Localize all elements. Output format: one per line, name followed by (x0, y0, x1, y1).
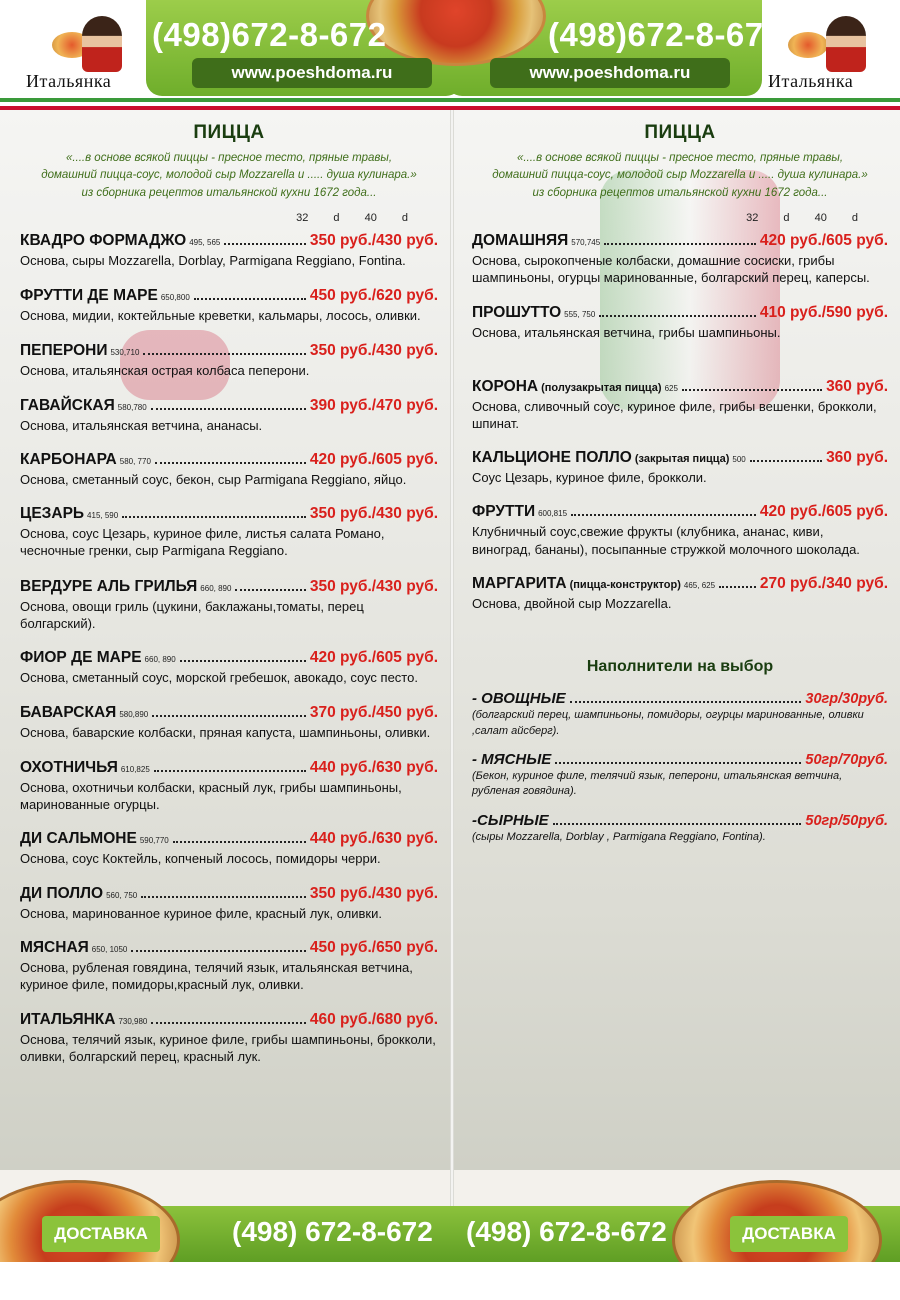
menu-item-header (20, 397, 438, 415)
menu-item-subtitle: (пицца-конструктор) (569, 579, 681, 591)
menu-item (20, 505, 438, 560)
filler-name: - ОВОЩНЫЕ (472, 690, 566, 708)
menu-item-header (20, 287, 438, 305)
menu-item-name: ПРОШУТТО (472, 304, 562, 322)
quote (472, 150, 888, 202)
dot-leader (235, 589, 305, 591)
quote (20, 150, 438, 202)
menu-item (20, 287, 438, 324)
menu-item-price: 420 руб./605 руб. (759, 503, 888, 521)
filler-header (472, 751, 888, 768)
menu-item-description: Основа, сливочный соус, куриное филе, грибы вешенки, брокколи, шпинат. (472, 398, 877, 431)
menu-item-price: 420 руб./605 руб. (759, 231, 888, 249)
filler-description: (болгарский перец, шампиньоны, помидоры, огурцы маринованные, оливки ,салат айсберг). (472, 709, 864, 737)
menu-item-header (20, 939, 438, 957)
brand-logo-right (766, 16, 894, 96)
menu-item-price: 390 руб./470 руб. (309, 396, 438, 414)
left-menu-column (20, 118, 438, 1065)
quote-line: «....в основе всякой пиццы - пресное тесто, пряные травы, (516, 152, 844, 164)
menu-item-weight: 580,780 (117, 402, 147, 412)
menu-item-description: Основа, сырокопченые колбаски, домашние сосиски, грибы шампиньоны, огурцы маринованные, болгарский перец, каперсы. (472, 252, 870, 286)
menu-item-header (472, 378, 888, 396)
quote-line: из сборника рецептов итальянской кухни 1672 года... (532, 186, 828, 199)
menu-item-description: Основа, сыры Mozzarella, Dorblay, Parmigana Reggiano, Fontina. (20, 252, 406, 268)
menu-item-price: 270 руб./340 руб. (759, 575, 888, 592)
menu-item-price: 360 руб. (826, 377, 888, 395)
menu-item (20, 830, 438, 867)
menu-item-price: 350 руб./430 руб. (309, 342, 438, 360)
menu-item-description: Основа, итальянская ветчина, грибы шампиньоны. (472, 325, 781, 341)
menu-item (472, 378, 888, 433)
menu-item-description: Основа, сметанный соус, бекон, сыр Parmigana Reggiano, яйцо. (20, 471, 407, 487)
menu-item-name: ЦЕЗАРЬ (20, 505, 85, 523)
dot-leader (750, 460, 822, 462)
dot-leader (131, 950, 305, 952)
menu-item (20, 397, 438, 434)
menu-item-price: 420 руб./605 руб. (309, 450, 438, 468)
footer-phone-left[interactable]: (498) 672-8-672 (232, 1216, 433, 1247)
menu-item-weight: 650, 1050 (91, 944, 128, 954)
menu-item-header (20, 505, 438, 523)
menu-item-header (20, 232, 438, 250)
menu-item-price: 460 руб./680 руб. (309, 1010, 438, 1028)
menu-item (472, 304, 888, 341)
menu-item-description: Основа, итальянская ветчина, ананасы. (20, 417, 263, 433)
menu-item (20, 649, 438, 686)
size-labels: 32 d 40 d (746, 211, 858, 224)
menu-item (20, 759, 438, 814)
chef-figure-icon (826, 16, 866, 72)
menu-item-price: 350 руб./430 руб. (309, 231, 438, 249)
menu-item-header (472, 304, 888, 322)
menu-item (20, 704, 438, 741)
fillers-title: Наполнители на выбор (586, 658, 774, 676)
dot-leader (194, 298, 306, 300)
menu-item-price: 350 руб./430 руб. (309, 577, 438, 595)
menu-item (472, 575, 888, 612)
menu-item-description: Основа, мидии, коктейльные креветки, кальмары, лосось, оливки. (20, 308, 421, 324)
menu-item-description: Основа, телячий язык, куриное филе, грибы шампиньоны, брокколи, оливки, болгарский перец, красный лук. (20, 1031, 436, 1064)
dot-leader (143, 353, 305, 355)
dot-leader (719, 586, 756, 588)
menu-item-weight: 415, 590 (87, 511, 119, 521)
menu-item (20, 578, 438, 633)
menu-item-weight: 650,800 (160, 293, 190, 303)
menu-item-price: 350 руб./430 руб. (309, 505, 438, 523)
menu-item-weight: 580,890 (119, 709, 149, 719)
menu-item (472, 503, 888, 558)
menu-item-price: 420 руб./605 руб. (309, 649, 438, 667)
menu-item-weight: 555, 750 (564, 310, 596, 320)
menu-item-price: 370 руб./450 руб. (309, 703, 438, 721)
menu-item-name: ПЕПЕРОНИ (20, 342, 108, 360)
quote-line: «....в основе всякой пиццы - пресное тесто, пряные травы, (65, 152, 393, 164)
menu-item-price: 410 руб./590 руб. (759, 304, 888, 322)
menu-item-weight: 580, 770 (119, 456, 151, 466)
menu-item-header (472, 449, 888, 467)
menu-item-name: МЯСНАЯ (20, 938, 89, 956)
menu-item-header (472, 575, 888, 593)
quote-line: домашний пицца-соус, молодой сыр Mozzarella и ..... душа кулинара.» (41, 169, 417, 182)
delivery-badge-left: ДОСТАВКА (42, 1216, 160, 1252)
page-fold (450, 0, 454, 1300)
filler-name: - МЯСНЫЕ (472, 751, 552, 769)
menu-item-name: ДИ ПОЛЛО (20, 884, 104, 902)
menu-item-header (20, 342, 438, 360)
dot-leader (141, 896, 306, 898)
menu-item-name: ДИ САЛЬМОНЕ (20, 830, 137, 848)
menu-item-description: Соус Цезарь, куриное филе, брокколи. (472, 470, 707, 486)
header-url-left[interactable]: www.poeshdoma.ru (192, 58, 432, 88)
menu-item-weight: 530,710 (110, 348, 140, 358)
menu-item-header (472, 503, 888, 521)
footer-phone-right[interactable]: (498) 672-8-672 (466, 1216, 667, 1247)
menu-item (20, 1011, 438, 1066)
menu-item (20, 451, 438, 488)
header (0, 0, 900, 110)
dot-leader (570, 701, 802, 703)
filler-description: (сыры Mozzarella, Dorblay , Parmigana Reggiano, Fontina). (472, 830, 766, 843)
menu-item-header (20, 451, 438, 469)
filler-header (472, 812, 888, 829)
menu-item-name: КАРБОНАРА (20, 450, 117, 468)
menu-item-name: КАЛЬЦИОНЕ ПОЛЛО (472, 449, 632, 467)
right-menu-column (472, 118, 888, 845)
brand-name: Итальянка (768, 71, 854, 91)
delivery-badge-right: ДОСТАВКА (730, 1216, 848, 1252)
menu-item-description: Основа, охотничьи колбаски, красный лук, грибы шампиньоны, маринованные огурцы. (20, 779, 402, 813)
menu-item-price: 440 руб./630 руб. (309, 758, 438, 776)
menu-item-subtitle: (закрытая пицца) (634, 453, 730, 466)
menu-item-weight: 625 (664, 383, 678, 393)
menu-item-name: ФРУТТИ ДЕ МАРЕ (20, 287, 158, 305)
menu-item-header (20, 649, 438, 667)
dot-leader (155, 462, 306, 464)
header-phone-right[interactable]: (498)672-8-672 (548, 16, 783, 53)
dot-leader (553, 823, 802, 825)
menu-item-weight: 560, 750 (106, 890, 138, 900)
dot-leader (173, 841, 306, 843)
menu-item-weight: 570,745 (571, 237, 601, 247)
menu-item-name: ФРУТТИ (472, 503, 536, 521)
menu-item-header (20, 1011, 438, 1029)
filler-price: 30гр/30руб. (805, 691, 888, 708)
filler-name: -СЫРНЫЕ (472, 811, 549, 829)
brand-logo-left (18, 16, 146, 96)
menu-item-name: КОРОНА (472, 377, 539, 395)
menu-item-weight: 660, 890 (200, 583, 232, 593)
pizza-plate-icon (788, 32, 828, 58)
filler-item (472, 812, 888, 845)
tricolor-stripe (0, 98, 900, 110)
menu-item-weight: 660, 890 (144, 655, 176, 665)
menu-item-description: Клубничный соус,свежие фрукты (клубника, ананас, киви, виноград, бананы), посыпанные стружкой молочного шоколада. (472, 524, 860, 557)
filler-description: (Бекон, куриное филе, телячий язык, пеперони, итальянская ветчина, рубленая говядина). (472, 770, 843, 798)
menu-item-weight: 495, 565 (189, 237, 221, 247)
menu-item-price: 450 руб./620 руб. (309, 287, 438, 305)
dot-leader (599, 315, 756, 317)
dot-leader (151, 1022, 305, 1024)
menu-item-weight: 610,825 (120, 764, 150, 774)
menu-item-name: ДОМАШНЯЯ (472, 231, 569, 249)
menu-item (20, 885, 438, 922)
menu-item-subtitle: (полузакрытая пицца) (541, 381, 662, 394)
dot-leader (151, 408, 306, 410)
menu-item-name: МАРГАРИТА (472, 575, 567, 592)
menu-item-name: ГАВАЙСКАЯ (20, 396, 115, 414)
filler-item (472, 751, 888, 800)
chef-figure-icon (82, 16, 122, 72)
dot-leader (555, 762, 801, 764)
menu-item-header (20, 885, 438, 903)
menu-item-weight: 730,980 (118, 1016, 148, 1026)
menu-item-weight: 465, 625 (683, 581, 716, 590)
menu-item-description: Основа, соус Коктейль, копченый лосось, помидоры черри. (20, 851, 381, 867)
menu-item-name: БАВАРСКАЯ (20, 703, 117, 721)
dot-leader (224, 243, 305, 245)
section-title: ПИЦЦА (193, 122, 265, 143)
dot-leader (180, 660, 306, 662)
menu-item-header (20, 759, 438, 777)
menu-item-weight: 590,770 (139, 836, 169, 846)
menu-item-name: КВАДРО ФОРМАДЖО (20, 231, 187, 249)
bottom-margin (0, 1262, 900, 1300)
menu-item-price: 360 руб. (826, 449, 888, 467)
menu-item-description: Основа, рубленая говядина, телячий язык, итальянская ветчина, куриное филе, помидоры,красный лук, оливки. (20, 959, 413, 993)
menu-item-price: 450 руб./650 руб. (309, 938, 438, 956)
menu-item-weight: 500 (732, 455, 746, 465)
filler-price: 50гр/50руб. (805, 812, 888, 829)
quote-line: из сборника рецептов итальянской кухни 1672 года... (81, 186, 377, 199)
menu-item-description: Основа, овощи гриль (цукини, баклажаны,томаты, перец болгарский). (20, 598, 364, 631)
header-phone-left[interactable]: (498)672-8-672 (152, 16, 387, 53)
menu-item-description: Основа, баварские колбаски, пряная капуста, шампиньоны, оливки. (20, 724, 431, 740)
menu-item (20, 342, 438, 379)
filler-item (472, 690, 888, 739)
header-url-right[interactable]: www.poeshdoma.ru (490, 58, 730, 88)
size-labels: 32 d 40 d (296, 211, 408, 224)
menu-item (472, 449, 888, 486)
menu-item-name: ВЕРДУРЕ АЛЬ ГРИЛЬЯ (20, 577, 198, 595)
dot-leader (571, 514, 756, 516)
menu-item (20, 232, 438, 269)
menu-item-name: ИТАЛЬЯНКА (20, 1010, 116, 1028)
menu-item-header (20, 830, 438, 848)
menu-item-name: ФИОР ДЕ МАРЕ (20, 649, 142, 667)
menu-item-name: ОХОТНИЧЬЯ (20, 758, 118, 776)
dot-leader (682, 389, 822, 391)
dot-leader (604, 243, 756, 245)
menu-item-description: Основа, итальянская острая колбаса пеперони. (20, 363, 310, 379)
section-title: ПИЦЦА (644, 122, 716, 143)
quote-line: домашний пицца-соус, молодой сыр Mozzarella и ..... душа кулинара.» (492, 169, 868, 182)
footer (0, 1170, 900, 1300)
menu-item-price: 350 руб./430 руб. (309, 884, 438, 902)
filler-price: 50гр/70руб. (805, 752, 888, 769)
menu-item-weight: 600,815 (538, 509, 568, 519)
menu-item-header (20, 704, 438, 722)
menu-item-description: Основа, соус Цезарь, куриное филе, листья салата Романо, чесночные гренки, сыр Parmigana Reggiano. (20, 526, 385, 559)
menu-item-header (472, 232, 888, 250)
menu-item (472, 232, 888, 287)
menu-item-description: Основа, маринованное куриное филе, красный лук, оливки. (20, 905, 382, 921)
menu-item-description: Основа, сметанный соус, морской гребешок, авокадо, соус песто. (20, 670, 418, 686)
menu-item-header (20, 578, 438, 596)
menu-item-price: 440 руб./630 руб. (309, 830, 438, 848)
dot-leader (152, 715, 306, 717)
filler-header (472, 690, 888, 707)
dot-leader (154, 770, 306, 772)
brand-name: Итальянка (26, 71, 112, 91)
menu-item (20, 939, 438, 994)
dot-leader (122, 516, 306, 518)
menu-item-description: Основа, двойной сыр Mozzarella. (472, 596, 672, 611)
